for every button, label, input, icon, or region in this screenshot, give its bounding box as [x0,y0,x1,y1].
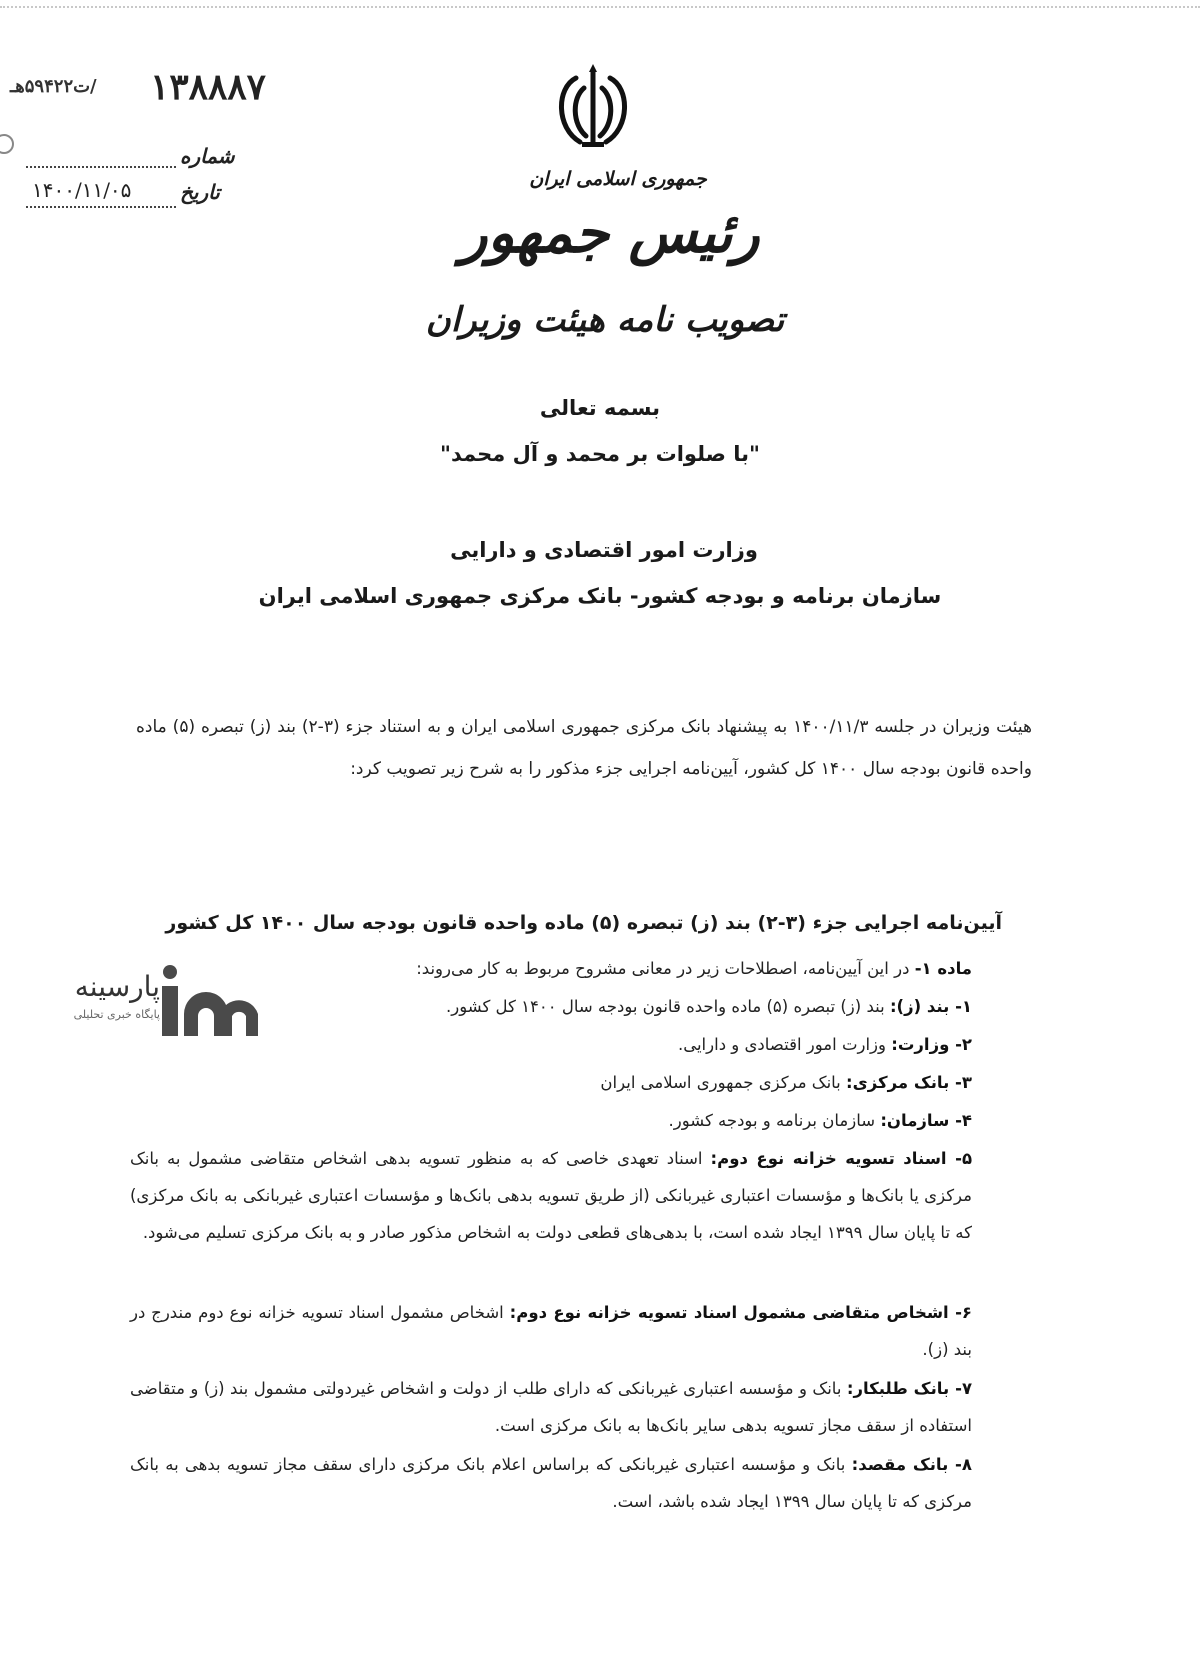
definition-text: بانک و مؤسسه اعتباری غیربانکی که براساس اعلام بانک مرکزی دارای سقف مجاز تسویه بدهی به بانک مرکزی که تا پایان سال ۱۳۹۹ ایجاد شده باشد، است. [130,1455,972,1511]
invocation-line1: بسمه تعالی [539,396,661,420]
regulation-title: آیین‌نامه اجرایی جزء (۳-۲) بند (ز) تبصره (۵) ماده واحده قانون بودجه سال ۱۴۰۰ کل کشور [165,912,1002,934]
invocation-line2: "با صلوات بر محمد و آل محمد" [440,442,760,466]
watermark-logo-icon [158,964,260,1044]
cabinet-title: تصویب نامه هیئت وزیران [425,300,785,340]
definition-item [280,1102,972,1139]
president-title: رئیس جمهور [460,200,760,266]
definition-term: ۱- بند (ز): [889,997,972,1016]
definition-term: ۸- بانک مقصد: [851,1455,972,1474]
definition-item [130,1140,972,1251]
definition-text: بانک و مؤسسه اعتباری غیربانکی که دارای طلب از دولت و اشخاص غیردولتی مشمول بند (ز) و متقاضی استفاده از سقف مجاز تسویه بدهی سایر بانک‌ها به بانک مرکزی است. [130,1379,972,1435]
definition-text: بانک مرکزی جمهوری اسلامی ایران [600,1073,841,1092]
definition-term: ۲- وزارت: [891,1035,972,1054]
article-1-text: در این آیین‌نامه، اصطلاحات زیر در معانی مشروح مربوط به کار می‌روند: [416,959,910,978]
definition-item [280,1064,972,1101]
definition-term: ۶- اشخاص متقاضی مشمول اسناد تسویه خزانه نوع دوم: [509,1303,972,1322]
definition-term: ۵- اسناد تسویه خزانه نوع دوم: [710,1149,973,1168]
iran-emblem-icon [548,62,638,150]
definition-term: ۴- سازمان: [880,1111,972,1130]
definition-text: وزارت امور اقتصادی و دارایی. [677,1035,886,1054]
registry-number: ۱۳۸۸۸۷ [150,66,267,108]
watermark-name: پارسینه [74,970,160,1003]
definition-item [130,1370,972,1444]
definition-text: سازمان برنامه و بودجه کشور. [668,1111,876,1130]
definition-text: اسناد تعهدی خاصی که به منظور تسویه بدهی اشخاص متقاضی مشمول به بانک مرکزی یا بانک‌ها و مؤسسات اعتباری غیربانکی (از طریق تسویه بدهی بانک‌ها و مؤسسات اعتباری غیربانکی به بانک مرکزی) که تا پایان سال ۱۳۹۹ ایجاد شده است، با بدهی‌های قطعی دولت به اشخاص مذکور صادر و به بانک مرکزی تسلیم می‌شود. [130,1149,972,1242]
republic-title: جمهوری اسلامی ایران [529,168,707,190]
definition-item [130,1294,972,1368]
definition-text: بند (ز) تبصره (۵) ماده واحده قانون بودجه سال ۱۴۰۰ کل کشور. [445,997,885,1016]
number-label: شماره [180,144,235,168]
article-1 [250,950,972,987]
watermark-tagline: پایگاه خبری تحلیلی [73,1008,160,1021]
intro-paragraph: هیئت وزیران در جلسه ۱۴۰۰/۱۱/۳ به پیشنهاد بانک مرکزی جمهوری اسلامی ایران و به استناد جزء (۳-۲) بند (ز) تبصره (۵) ماده واحده قانون بودجه سال ۱۴۰۰ کل کشور، آیین‌نامه اجرایی جزء مذکور را به شرح زیر تصویب کرد: [136,717,1032,779]
definition-term: ۳- بانک مرکزی: [846,1073,972,1092]
date-label: تاریخ [180,180,220,204]
definition-term: ۷- بانک طلبکار: [846,1379,973,1398]
watermark [10,970,260,1050]
registry-code: /ت۵۹۴۲۲هـ [10,76,97,97]
recipient-line1: وزارت امور اقتصادی و دارایی [450,538,758,562]
page-top-border [0,0,1200,8]
definition-item [280,988,972,1025]
definition-item [280,1026,972,1063]
date-value: ۱۴۰۰/۱۱/۰۵ [32,178,132,202]
recipient-line2: سازمان برنامه و بودجه کشور- بانک مرکزی جمهوری اسلامی ایران [258,584,942,608]
article-1-lead: ماده ۱- [914,959,972,978]
definition-text: اشخاص مشمول اسناد تسویه خزانه نوع دوم مندرج در بند (ز). [130,1303,972,1359]
definition-item [130,1446,972,1520]
